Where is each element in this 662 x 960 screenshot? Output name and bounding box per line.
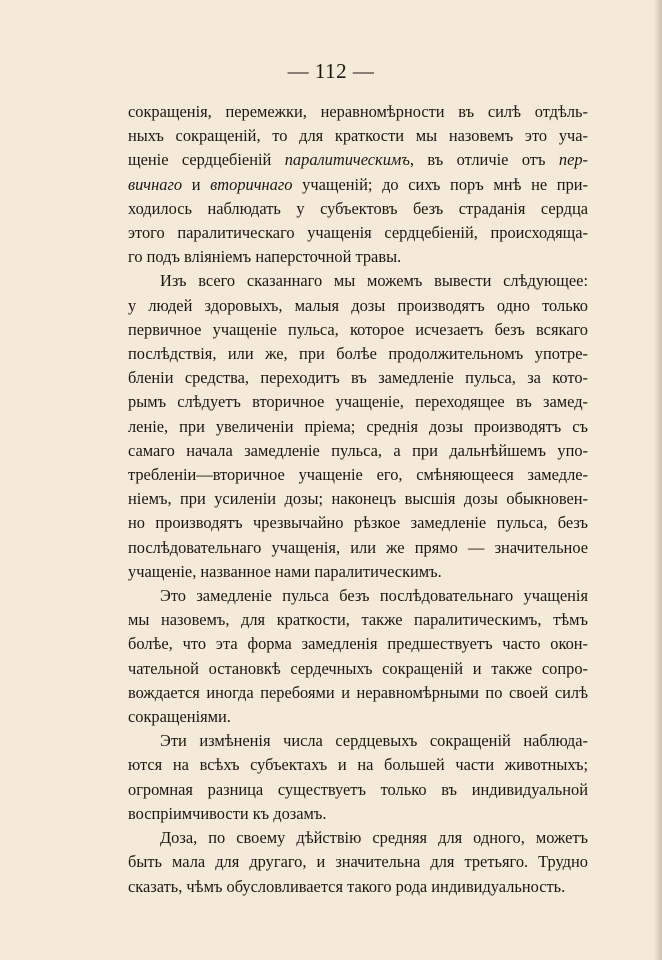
text-line: леніе, при увеличеніи пріема; среднія дозы производятъ съ — [128, 416, 588, 436]
text-line: первичное учащеніе пульса, которое исчезаетъ безъ всякаго — [128, 319, 588, 339]
italic-term: вторичнаго — [210, 174, 293, 194]
body-text — [128, 100, 588, 899]
text-line: мы назовемъ, для краткости, также паралитическимъ, тѣмъ — [128, 610, 588, 630]
text-line: самаго начала замедленіе пульса, а при дальнѣйшемъ упо- — [128, 440, 588, 460]
text-line: требленіи—вторичное учащеніе его, смѣняющееся замедле- — [128, 465, 588, 485]
text-line — [128, 148, 588, 172]
text-line: Изъ всего сказаннаго мы можемъ вывести слѣдующее: — [160, 271, 588, 291]
text-line — [128, 173, 588, 197]
text-line: у людей здоровыхъ, малыя дозы производятъ одно только — [128, 295, 588, 315]
text-line: чательной остановкѣ сердечныхъ сокращеній и также сопро- — [128, 658, 588, 678]
italic-term: паралитическимъ — [284, 150, 410, 170]
text-line: вождается иногда перебоями и неравномѣрными по своей силѣ — [128, 682, 588, 702]
text-line: Эти измѣненія числа сердцевыхъ сокращеній наблюда- — [160, 731, 588, 751]
text-line: учащеніе, названное нами паралитическимъ. — [128, 561, 442, 581]
text-line: ніемъ, при усиленіи дозы; наконецъ высшія дозы обыкновен- — [128, 489, 588, 509]
text-line: послѣдствія, или же, при болѣе продолжительномъ употре- — [128, 344, 588, 364]
page-number: — 112 — — [287, 59, 375, 83]
text-line: сокращенія, перемежки, неравномѣрности въ силѣ отдѣль- — [128, 102, 588, 121]
text-line: быть мала для другаго, и значительна для третьяго. Трудно — [128, 852, 588, 872]
text-line: ходилось наблюдать у субъектовъ безъ страданія сердца — [128, 198, 588, 218]
italic-term: пер- — [558, 150, 588, 170]
italic-term: вичнаго — [128, 174, 183, 194]
text-line: ныхъ сокращеній, то для краткости мы назовемъ это уча- — [128, 126, 588, 146]
page-edge-shadow — [654, 0, 662, 960]
text-run: учащеній; до сихъ поръ мнѣ не при- — [292, 174, 588, 194]
text-line: болѣе, что эта форма замедленія предшествуетъ часто окон- — [128, 634, 588, 654]
text-run: и — [182, 174, 211, 194]
text-line: сказать, чѣмъ обусловливается такого рода индивидуальность. — [128, 876, 566, 896]
text-line: Это замедленіе пульса безъ послѣдовательнаго учащенія — [160, 586, 588, 606]
text-line: огромная разница существуетъ только въ индивидуальной — [128, 779, 588, 799]
text-run: , въ отличіе отъ — [409, 150, 559, 170]
text-line: бленіи средства, переходитъ въ замедленіе пульса, за кото- — [128, 368, 588, 388]
text-line: го подъ вліяніемъ наперсточной травы. — [128, 247, 402, 267]
text-line: рымъ слѣдуетъ вторичное учащеніе, переходящее въ замед- — [128, 392, 588, 412]
text-line: послѣдовательнаго учащенія, или же прямо — значительное — [128, 537, 588, 557]
text-line: воспріимчивости къ дозамъ. — [128, 803, 327, 823]
text-line: но производятъ чрезвычайно рѣзкое замедленіе пульса, безъ — [128, 513, 588, 533]
text-line: этого паралитическаго учащенія сердцебіеній, происходяща- — [128, 223, 588, 243]
text-run: щеніе сердцебіеній — [128, 150, 285, 170]
text-line: ются на всѣхъ субъектахъ и на большей части животныхъ; — [128, 755, 588, 775]
text-line: Доза, по своему дѣйствію средняя для одного, можетъ — [160, 828, 588, 848]
text-line: сокращеніями. — [128, 707, 231, 727]
